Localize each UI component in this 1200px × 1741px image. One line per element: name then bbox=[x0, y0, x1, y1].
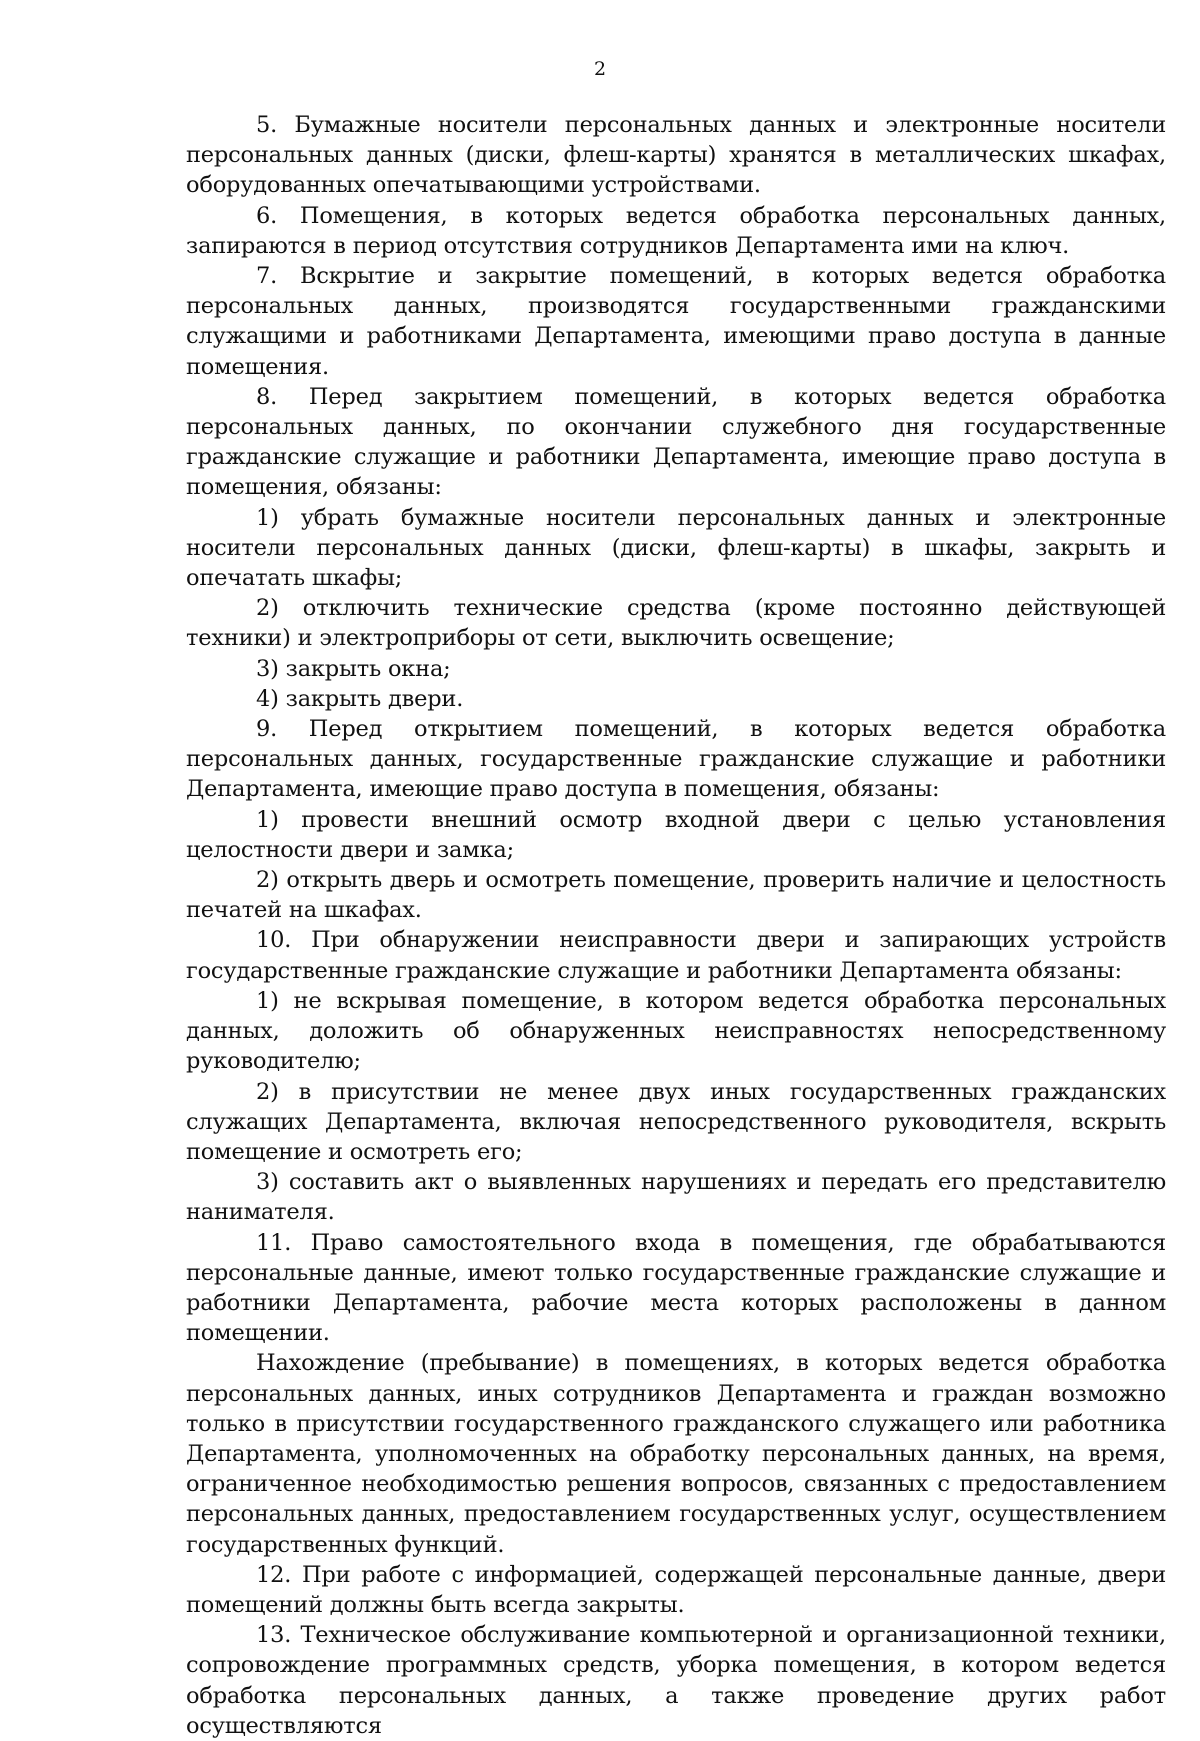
paragraph-item-13: 13. Техническое обслуживание компьютерной и организационной техники, сопровождение программных средств, уборка помещения, в котором ведется обработка персональных данных, а также проведение других работ осуществляются bbox=[186, 1622, 1166, 1739]
paragraph-item-5: 5. Бумажные носители персональных данных и электронные носители персональных данных (диски, флеш-карты) хранятся в металлических шкафах, оборудованных опечатывающими устройствами. bbox=[186, 112, 1166, 199]
paragraph-item-11-continued: Нахождение (пребывание) в помещениях, в которых ведется обработка персональных данных, иных сотрудников Департамента и граждан возможно только в присутствии государственного гражданского служащего или работника Департамента, уполномоченных на обработку персональных данных, на время, ограниченное необходимостью решения вопросов, связанных с предоставлением персональных данных, предоставлением государственных услуг, осуществлением государственных функций. bbox=[186, 1350, 1166, 1558]
paragraph-subitem-9-2: 2) открыть дверь и осмотреть помещение, проверить наличие и целостность печатей на шкафах. bbox=[186, 867, 1166, 924]
paragraph-subitem-10-1: 1) не вскрывая помещение, в котором ведется обработка персональных данных, доложить об обнаруженных неисправностях непосредственному руководителю; bbox=[186, 987, 1166, 1075]
paragraph-item-7: 7. Вскрытие и закрытие помещений, в которых ведется обработка персональных данных, производятся государственными гражданскими служащими и работниками Департамента, имеющими право доступа в данные помещения. bbox=[186, 263, 1166, 380]
paragraph-item-6: 6. Помещения, в которых ведется обработка персональных данных, запираются в период отсутствия сотрудников Департамента ими на ключ. bbox=[186, 202, 1166, 259]
paragraph-item-11: 11. Право самостоятельного входа в помещения, где обрабатываются персональные данные, имеют только государственные гражданские служащие и работники Департамента, рабочие места которых расположены в данном помещении. bbox=[186, 1229, 1166, 1347]
paragraph-subitem-8-3: 3) закрыть окна; bbox=[256, 655, 451, 682]
document-body bbox=[186, 110, 1166, 1741]
paragraph-subitem-10-3: 3) составить акт о выявленных нарушениях и передать его представителю нанимателя. bbox=[186, 1169, 1166, 1226]
paragraph-subitem-8-4: 4) закрыть двери. bbox=[256, 685, 464, 712]
paragraph-subitem-10-2: 2) в присутствии не менее двух иных государственных гражданских служащих Департамента, включая непосредственного руководителя, вскрыть помещение и осмотреть его; bbox=[186, 1078, 1166, 1165]
page-number: 2 bbox=[593, 58, 607, 80]
paragraph-subitem-9-1: 1) провести внешний осмотр входной двери с целью установления целостности двери и замка; bbox=[186, 806, 1166, 863]
paragraph-item-8: 8. Перед закрытием помещений, в которых ведется обработка персональных данных, по окончании служебного дня государственные гражданские служащие и работники Департамента, имеющие право доступа в помещения, обязаны: bbox=[186, 383, 1166, 501]
paragraph-subitem-8-1: 1) убрать бумажные носители персональных данных и электронные носители персональных данных (диски, флеш-карты) в шкафы, закрыть и опечатать шкафы; bbox=[186, 504, 1166, 592]
paragraph-item-10: 10. При обнаружении неисправности двери и запирающих устройств государственные гражданские служащие и работники Департамента обязаны: bbox=[186, 927, 1166, 984]
paragraph-item-9: 9. Перед открытием помещений, в которых ведется обработка персональных данных, государственные гражданские служащие и работники Департамента, имеющие право доступа в помещения, обязаны: bbox=[186, 716, 1166, 803]
paragraph-item-12: 12. При работе с информацией, содержащей персональные данные, двери помещений должны быть всегда закрыты. bbox=[186, 1561, 1166, 1618]
paragraph-subitem-8-2: 2) отключить технические средства (кроме постоянно действующей техники) и электроприборы от сети, выключить освещение; bbox=[186, 595, 1166, 652]
